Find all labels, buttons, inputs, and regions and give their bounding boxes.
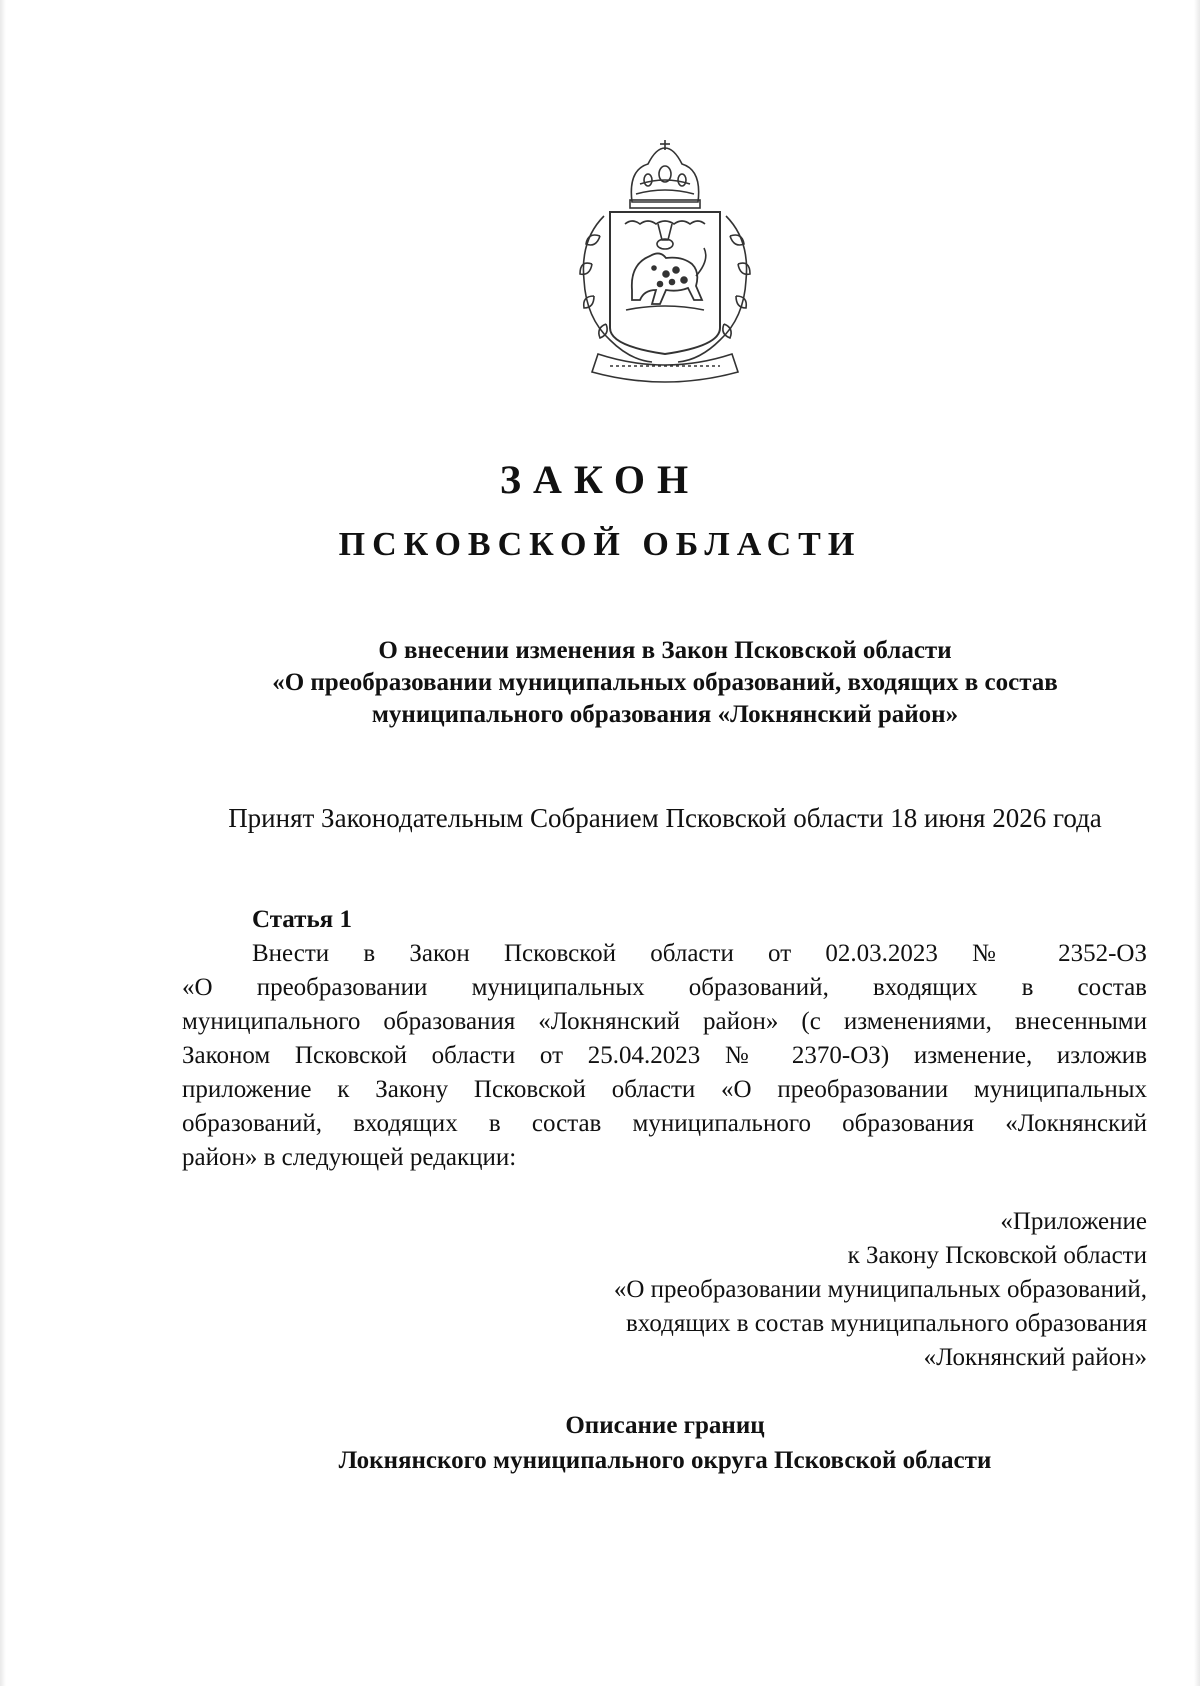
coat-of-arms-icon	[570, 140, 760, 392]
scan-edge-left	[0, 0, 6, 1686]
description-line: Локнянского муниципального округа Псковской области	[338, 1447, 992, 1474]
article-line: муниципального образования «Локнянский район» (с изменениями, внесенными	[182, 1008, 1147, 1035]
article-line: Внести в Закон Псковской области от 02.03.2023 № 2352-ОЗ	[252, 940, 1147, 967]
article-line: район» в следующей редакции:	[182, 1144, 517, 1171]
article-line: приложение к Закону Псковской области «О преобразовании муниципальных	[182, 1076, 1147, 1103]
description-line: Описание границ	[565, 1412, 765, 1439]
adoption-statement: Принят Законодательным Собранием Псковской области 18 июня 2026 года	[228, 803, 1102, 833]
appendix-line: «О преобразовании муниципальных образований,	[613, 1276, 1147, 1303]
appendix-line: «Локнянский район»	[923, 1344, 1147, 1371]
law-heading-line: муниципального образования «Локнянский район»	[371, 701, 959, 728]
document-type-title: ЗАКОН	[499, 457, 701, 502]
law-heading	[160, 635, 1170, 731]
appendix-line: «Приложение	[1000, 1208, 1147, 1235]
issuing-region-title: ПСКОВСКОЙ ОБЛАСТИ	[338, 526, 862, 563]
appendix-line: входящих в состав муниципального образования	[625, 1310, 1147, 1337]
scan-edge-right	[1194, 0, 1200, 1686]
appendix-reference	[447, 1205, 1147, 1375]
appendix-line: к Закону Псковской области	[847, 1242, 1147, 1269]
law-heading-line: О внесении изменения в Закон Псковской области	[378, 637, 952, 664]
article-line: образований, входящих в состав муниципального образования «Локнянский	[182, 1110, 1147, 1137]
law-heading-line: «О преобразовании муниципальных образований, входящих в состав	[272, 669, 1058, 696]
article-body	[182, 937, 1147, 1175]
boundaries-description-title	[160, 1408, 1170, 1478]
article-title: Статья 1	[252, 906, 352, 933]
article-line: «О преобразовании муниципальных образований, входящих в состав	[182, 974, 1147, 1001]
article-line: Законом Псковской области от 25.04.2023 № 2370-ОЗ) изменение, изложив	[182, 1042, 1147, 1069]
